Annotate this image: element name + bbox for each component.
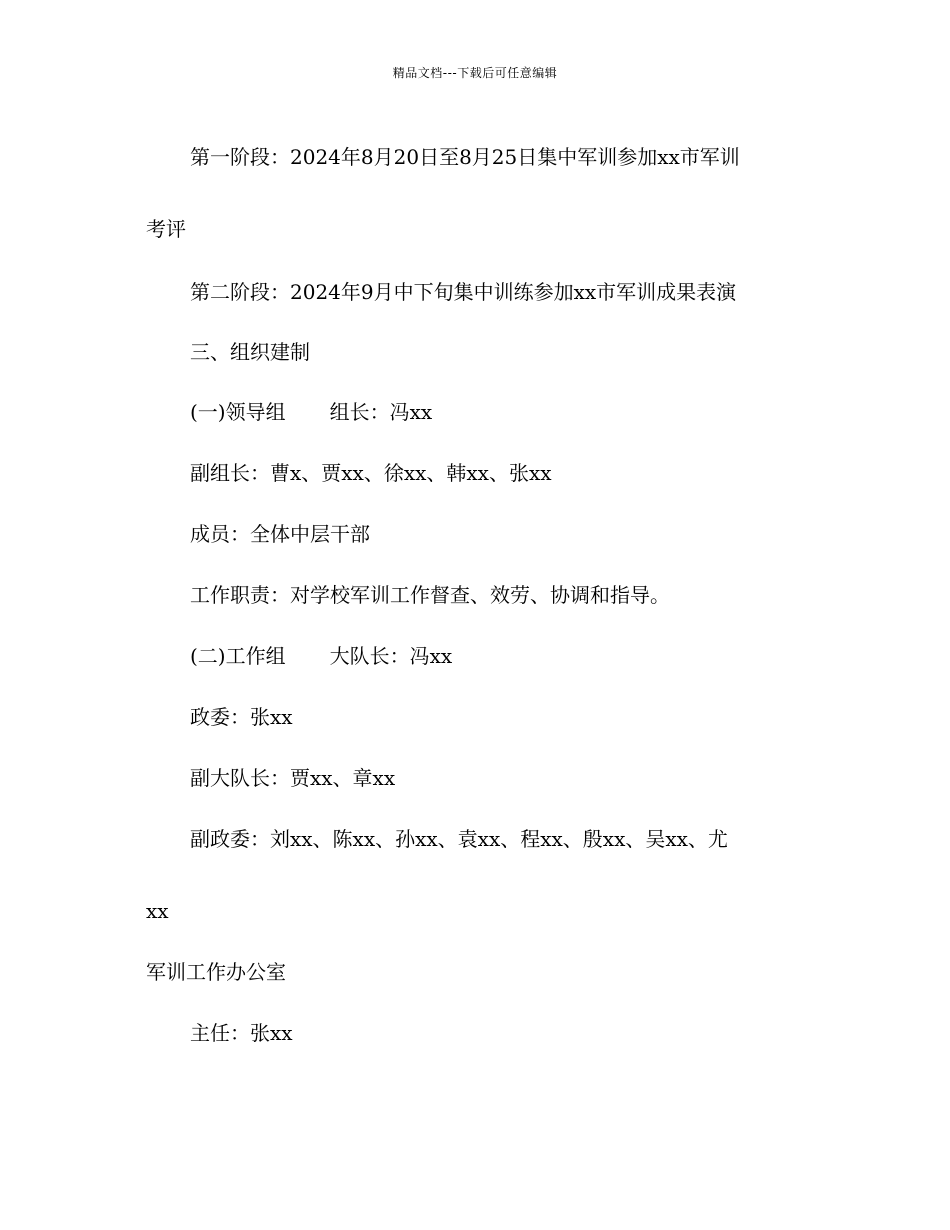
stage-two-line: 第二阶段：2024年9月中下旬集中训练参加xx市军训成果表演 (190, 280, 737, 304)
stage-one-continuation: 考评 (146, 217, 186, 241)
deputy-commissars-line: 副政委：刘xx、陈xx、孙xx、袁xx、程xx、殷xx、吴xx、尤 (190, 827, 728, 851)
deputy-leaders-line: 副组长：曹x、贾xx、徐xx、韩xx、张xx (190, 461, 552, 485)
leadership-group-line (190, 400, 432, 424)
duties-line: 工作职责：对学校军训工作督查、效劳、协调和指导。 (190, 583, 670, 607)
brigade-leader-text: 大队长：冯xx (329, 644, 453, 668)
members-line: 成员：全体中层干部 (190, 522, 370, 546)
deputy-commissars-continuation: xx (146, 899, 169, 923)
leadership-group-label: (一)领导组 (190, 400, 286, 424)
group-leader-text: 组长：冯xx (329, 400, 433, 424)
working-group-line (190, 644, 452, 668)
working-group-label: (二)工作组 (190, 644, 286, 668)
deputy-brigade-leaders-line: 副大队长：贾xx、章xx (190, 766, 396, 790)
section-heading-organization: 三、组织建制 (190, 340, 310, 364)
office-director-line: 主任：张xx (190, 1021, 293, 1045)
training-office-heading: 军训工作办公室 (146, 960, 286, 984)
page-header: 精品文档---下载后可任意编辑 (392, 66, 558, 80)
stage-one-line: 第一阶段：2024年8月20日至8月25日集中军训参加xx市军训 (190, 145, 740, 169)
commissar-line: 政委：张xx (190, 705, 293, 729)
